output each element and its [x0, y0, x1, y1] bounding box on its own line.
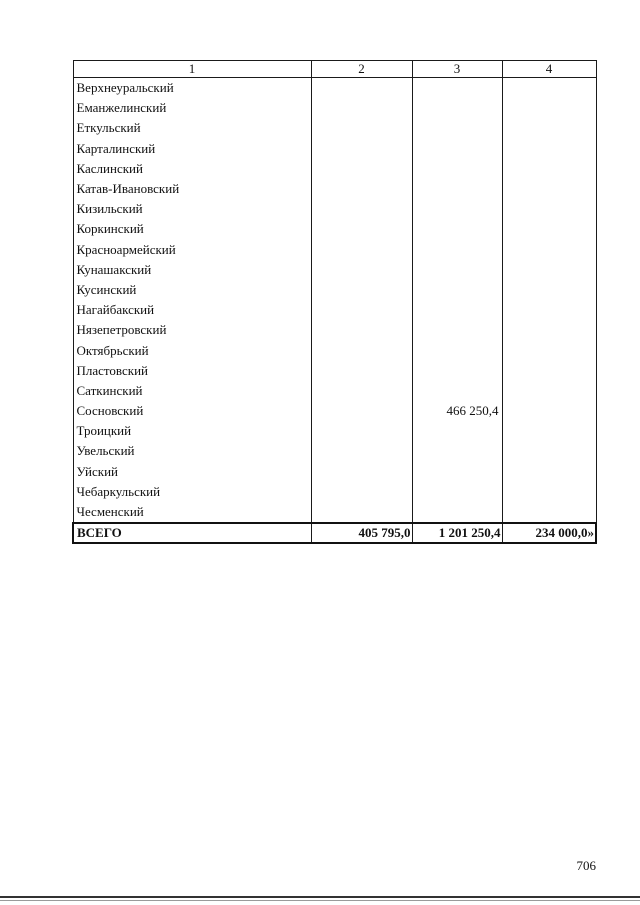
cell-col-2: [311, 139, 412, 159]
district-name: Красноармейский: [73, 240, 311, 260]
column-header-2: 2: [311, 61, 412, 78]
cell-col-4: [502, 280, 596, 300]
cell-col-3: [412, 240, 502, 260]
budget-table: [72, 60, 597, 544]
cell-col-4: [502, 421, 596, 441]
cell-col-2: [311, 199, 412, 219]
column-header-3: 3: [412, 61, 502, 78]
cell-col-4: [502, 502, 596, 523]
table-row: [73, 179, 596, 199]
cell-col-2: [311, 482, 412, 502]
cell-col-3: [412, 320, 502, 340]
table-row: [73, 381, 596, 401]
table-row: [73, 118, 596, 138]
cell-col-3: [412, 118, 502, 138]
total-row: [73, 523, 596, 543]
table-row: [73, 240, 596, 260]
cell-col-3: [412, 78, 502, 99]
cell-col-4: [502, 462, 596, 482]
cell-col-3: [412, 98, 502, 118]
table-row: [73, 340, 596, 360]
cell-col-2: [311, 320, 412, 340]
district-name: Каслинский: [73, 159, 311, 179]
total-col-3: 1 201 250,4: [412, 523, 502, 543]
table-row: [73, 421, 596, 441]
total-col-2: 405 795,0: [311, 523, 412, 543]
cell-col-3: [412, 340, 502, 360]
cell-col-2: [311, 118, 412, 138]
cell-col-2: [311, 502, 412, 523]
cell-col-4: [502, 401, 596, 421]
cell-col-2: [311, 361, 412, 381]
cell-col-2: [311, 260, 412, 280]
cell-col-2: [311, 441, 412, 461]
table-row: [73, 98, 596, 118]
table-row: [73, 361, 596, 381]
table-row: [73, 320, 596, 340]
cell-col-2: [311, 381, 412, 401]
cell-col-3: 466 250,4: [412, 401, 502, 421]
total-label: ВСЕГО: [73, 523, 311, 543]
district-name: Еткульский: [73, 118, 311, 138]
cell-col-3: [412, 159, 502, 179]
district-name: Верхнеуральский: [73, 78, 311, 99]
district-name: Чебаркульский: [73, 482, 311, 502]
district-name: Увельский: [73, 441, 311, 461]
district-name: Кунашакский: [73, 260, 311, 280]
cell-col-3: [412, 199, 502, 219]
cell-col-4: [502, 219, 596, 239]
table-row: [73, 159, 596, 179]
cell-col-2: [311, 462, 412, 482]
cell-col-4: [502, 361, 596, 381]
cell-col-2: [311, 280, 412, 300]
district-name: Троицкий: [73, 421, 311, 441]
cell-col-2: [311, 98, 412, 118]
table-row: [73, 502, 596, 523]
cell-col-3: [412, 441, 502, 461]
cell-col-4: [502, 78, 596, 99]
column-header-4: 4: [502, 61, 596, 78]
cell-col-4: [502, 441, 596, 461]
cell-col-2: [311, 340, 412, 360]
cell-col-3: [412, 179, 502, 199]
table-row: [73, 139, 596, 159]
cell-col-4: [502, 482, 596, 502]
cell-col-3: [412, 139, 502, 159]
district-name: Кусинский: [73, 280, 311, 300]
cell-col-2: [311, 159, 412, 179]
cell-col-4: [502, 320, 596, 340]
district-name: Кизильский: [73, 199, 311, 219]
district-name: Сосновский: [73, 401, 311, 421]
page-number: 706: [576, 858, 596, 873]
cell-col-3: [412, 381, 502, 401]
cell-col-3: [412, 421, 502, 441]
cell-col-4: [502, 260, 596, 280]
cell-col-4: [502, 159, 596, 179]
district-name: Пластовский: [73, 361, 311, 381]
table-header-row: [73, 61, 596, 78]
cell-col-2: [311, 401, 412, 421]
district-name: Саткинский: [73, 381, 311, 401]
cell-col-3: [412, 280, 502, 300]
cell-col-3: [412, 361, 502, 381]
cell-col-3: [412, 462, 502, 482]
table-row: [73, 462, 596, 482]
district-name: Нагайбакский: [73, 300, 311, 320]
cell-col-2: [311, 179, 412, 199]
district-name: Октябрьский: [73, 340, 311, 360]
cell-col-2: [311, 219, 412, 239]
district-name: Карталинский: [73, 139, 311, 159]
footer-rule: [0, 896, 640, 898]
cell-col-3: [412, 260, 502, 280]
total-col-4: 234 000,0»: [502, 523, 596, 543]
cell-col-2: [311, 240, 412, 260]
district-name: Уйский: [73, 462, 311, 482]
table-row: [73, 280, 596, 300]
cell-col-3: [412, 219, 502, 239]
cell-col-2: [311, 300, 412, 320]
table-row: [73, 441, 596, 461]
cell-col-4: [502, 381, 596, 401]
cell-col-4: [502, 300, 596, 320]
table-row: [73, 78, 596, 99]
table-row: [73, 300, 596, 320]
cell-col-4: [502, 179, 596, 199]
column-header-1: 1: [73, 61, 311, 78]
footer-rule-thin: [0, 900, 640, 901]
district-name: Коркинский: [73, 219, 311, 239]
cell-col-4: [502, 98, 596, 118]
table-row: [73, 219, 596, 239]
table-row: [73, 482, 596, 502]
district-name: Нязепетровский: [73, 320, 311, 340]
table-row: [73, 260, 596, 280]
cell-col-3: [412, 502, 502, 523]
table-row: [73, 199, 596, 219]
cell-col-4: [502, 199, 596, 219]
cell-col-4: [502, 139, 596, 159]
district-name: Катав-Ивановский: [73, 179, 311, 199]
table-row: [73, 401, 596, 421]
cell-col-2: [311, 421, 412, 441]
cell-col-4: [502, 118, 596, 138]
cell-col-4: [502, 240, 596, 260]
district-name: Чесменский: [73, 502, 311, 523]
cell-col-3: [412, 300, 502, 320]
cell-col-3: [412, 482, 502, 502]
district-name: Еманжелинский: [73, 98, 311, 118]
cell-col-2: [311, 78, 412, 99]
cell-col-4: [502, 340, 596, 360]
